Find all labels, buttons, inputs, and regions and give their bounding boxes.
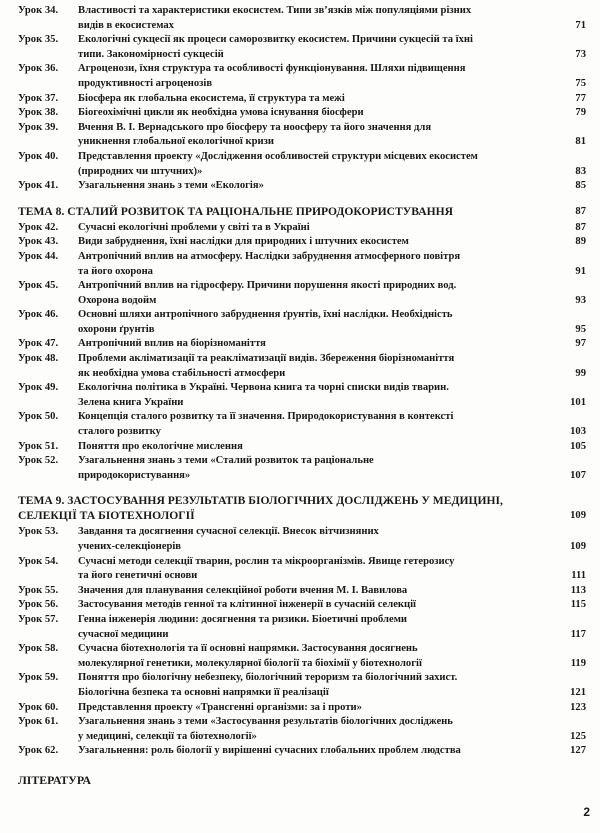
lesson-title xyxy=(78,584,556,599)
toc-entry xyxy=(18,337,586,352)
lesson-page-number: 83 xyxy=(575,165,586,177)
toc-entry xyxy=(18,642,586,671)
toc-entry xyxy=(18,235,586,250)
lesson-title-line: учених-селекціонерів xyxy=(78,541,181,552)
lesson-title-line: Антропічний вплив на атмосферу. Наслідки забруднення атмосферного повітря xyxy=(78,250,461,262)
lesson-title-line: Властивості та характеристики екосистем. Типи зв’язків між популяціями різних xyxy=(78,5,472,16)
lesson-title xyxy=(78,744,556,759)
topic-title-line: ТЕМА 9. ЗАСТОСУВАННЯ РЕЗУЛЬТАТІВ БІОЛОГІЧНИХ ДОСЛІДЖЕНЬ У МЕДИЦИНІ, xyxy=(18,494,503,508)
lesson-title-line: Біосфера як глобальна екосистема, її структура та межі xyxy=(78,92,345,104)
lesson-title-line: Вчення В. І. Вернадського про біосферу та ноосферу та його значення для xyxy=(78,121,432,133)
lesson-number: Урок 55. xyxy=(18,584,59,596)
lesson-number: Урок 38. xyxy=(18,107,59,119)
lesson-title-line: Узагальнення знань з теми «Сталий розвиток та раціональне xyxy=(78,455,374,467)
lesson-title xyxy=(78,613,556,642)
lesson-number: Урок 60. xyxy=(18,701,59,713)
lesson-title-line: Концепція сталого розвитку та її значення. Природокористування в контексті xyxy=(78,411,454,423)
toc-entry xyxy=(18,279,586,308)
lesson-title-line: Основні шляхи антропічного забруднення ґрунтів, їхні наслідки. Необхідність xyxy=(78,309,453,321)
lesson-page-number: 123 xyxy=(570,701,586,713)
lesson-title-line: Сучасні екологічні проблеми у світі та в Україні xyxy=(78,221,310,233)
lesson-title-line: Екологічні сукцесії як процеси саморозвитку екосистем. Причини сукцесій та їхні xyxy=(78,34,473,46)
lesson-page-number: 119 xyxy=(570,657,586,669)
toc-entry xyxy=(18,598,586,613)
topic-title-line: СЕЛЕКЦІЇ ТА БІОТЕХНОЛОГІЇ xyxy=(18,509,195,523)
lesson-number: Урок 42. xyxy=(18,221,59,233)
toc-entry xyxy=(18,121,586,150)
topic-heading xyxy=(18,204,586,219)
lesson-title xyxy=(78,410,556,439)
lesson-page-number: 73 xyxy=(575,48,586,60)
literature-heading: ЛІТЕРАТУРА xyxy=(18,772,92,787)
lesson-number: Урок 37. xyxy=(18,92,59,104)
lesson-page-number: 127 xyxy=(570,745,586,757)
toc-entry xyxy=(18,352,586,381)
lesson-page-number: 95 xyxy=(575,323,586,335)
lesson-title xyxy=(78,33,556,62)
lesson-title-line: Охорона водойм xyxy=(78,294,157,306)
lesson-number: Урок 44. xyxy=(18,250,59,262)
lesson-title-line: (природних чи штучних)» xyxy=(78,165,203,177)
lesson-title-line: Застосування методів генної та клітинної інженерії в сучасній селекції xyxy=(78,599,417,611)
lesson-page-number: 97 xyxy=(575,338,586,350)
toc-entry xyxy=(18,92,586,107)
lesson-title-line: Проблеми акліматизації та реакліматизації видів. Збереження біорізноманіття xyxy=(78,353,455,365)
lesson-number: Урок 45. xyxy=(18,280,59,292)
lesson-page-number: 75 xyxy=(575,77,586,89)
lesson-title-line: Види забруднення, їхні наслідки для природних і штучних екосистем xyxy=(78,236,409,248)
toc-entry xyxy=(18,179,586,194)
lesson-title xyxy=(78,150,556,179)
lesson-title-line: продуктивності агроценозів xyxy=(78,77,213,89)
lesson-title-line: Антропічний вплив на біорізноманіття xyxy=(78,338,266,350)
lesson-number: Урок 51. xyxy=(18,440,59,452)
lesson-page-number: 91 xyxy=(575,265,586,277)
toc-entry xyxy=(18,410,586,439)
toc-entry xyxy=(18,221,586,236)
lesson-title-line: Зелена книга України xyxy=(78,396,184,408)
toc-entry xyxy=(18,308,586,337)
lesson-title-line: Генна інженерія людини: досягнення та ризики. Біоетичні проблеми xyxy=(78,613,408,625)
lesson-title xyxy=(78,4,556,33)
lesson-page-number: 113 xyxy=(570,584,586,596)
lesson-number: Урок 53. xyxy=(18,526,59,538)
toc-entry xyxy=(18,62,586,91)
lesson-title-line: та його генетичні основи xyxy=(78,570,198,582)
toc-entry xyxy=(18,250,586,279)
lesson-page-number: 117 xyxy=(570,628,586,640)
topic-heading xyxy=(18,493,586,523)
toc-entry xyxy=(18,584,586,599)
toc-entry xyxy=(18,715,586,744)
lesson-title xyxy=(78,701,556,716)
lesson-title-line: Представлення проекту «Дослідження особливостей структури місцевих екосистем xyxy=(78,150,478,162)
lesson-number: Урок 59. xyxy=(18,672,59,684)
lesson-title-line: Поняття про екологічне мислення xyxy=(78,440,243,452)
lesson-number: Урок 52. xyxy=(18,455,59,467)
lesson-page-number: 103 xyxy=(570,426,586,438)
lesson-title-line: як необхідна умова стабільності атмосфери xyxy=(78,367,286,379)
lesson-number: Урок 41. xyxy=(18,180,59,192)
lesson-number: Урок 40. xyxy=(18,150,59,162)
lesson-title-line: типи. Закономірності сукцесій xyxy=(78,48,224,60)
lesson-page-number: 107 xyxy=(570,469,586,481)
lesson-page-number: 93 xyxy=(575,294,586,306)
lesson-title xyxy=(78,221,556,236)
lesson-title-line: Екологічна політика в Україні. Червона книга та чорні списки видів тварин. xyxy=(78,382,449,394)
topic-title-line: ТЕМА 8. СТАЛИЙ РОЗВИТОК ТА РАЦІОНАЛЬНЕ ПРИРОДОКОРИСТУВАННЯ xyxy=(18,204,454,218)
lesson-number: Урок 49. xyxy=(18,382,59,394)
lesson-title xyxy=(78,671,556,700)
lesson-page-number: 85 xyxy=(575,180,586,192)
lesson-number: Урок 57. xyxy=(18,613,59,625)
lesson-number: Урок 58. xyxy=(18,643,59,655)
lesson-title-line: Значення для планування селекційної роботи вчення М. І. Вавилова xyxy=(78,584,408,596)
lesson-title-line: Завдання та досягнення сучасної селекції. Внесок вітчизняних xyxy=(78,526,379,538)
lesson-page-number: 87 xyxy=(575,221,586,233)
lesson-title xyxy=(78,440,556,455)
lesson-number: Урок 36. xyxy=(18,63,59,75)
lesson-title xyxy=(78,555,556,584)
lesson-title-line: сталого розвитку xyxy=(78,426,161,438)
lesson-number: Урок 35. xyxy=(18,34,59,46)
page-number: 2 xyxy=(583,805,590,819)
lesson-page-number: 101 xyxy=(570,396,586,408)
toc-entry xyxy=(18,744,586,759)
lesson-title xyxy=(78,308,556,337)
toc-entry xyxy=(18,525,586,554)
lesson-title xyxy=(78,337,556,352)
lesson-number: Урок 61. xyxy=(18,716,59,728)
lesson-title xyxy=(78,121,556,150)
lesson-page-number: 115 xyxy=(570,599,586,611)
toc-entry xyxy=(18,555,586,584)
lesson-title-line: природокористування» xyxy=(78,469,191,481)
lesson-title-line: охорони ґрунтів xyxy=(78,323,155,335)
lesson-page-number: 77 xyxy=(575,92,586,104)
lesson-title-line: Поняття про біологічну небезпеку, біологічний тероризм та біологічний захист. xyxy=(78,672,458,684)
lesson-title xyxy=(78,715,556,744)
lesson-title-line: Сучасні методи селекції тварин, рослин та мікроорганізмів. Явище гетерозису xyxy=(78,555,455,567)
lesson-page-number: 81 xyxy=(575,136,586,148)
toc-entry xyxy=(18,150,586,179)
lesson-page-number: 99 xyxy=(575,367,586,379)
table-of-contents xyxy=(18,4,586,788)
lesson-title xyxy=(78,352,556,381)
lesson-number: Урок 50. xyxy=(18,411,59,423)
lesson-page-number: 125 xyxy=(570,730,586,742)
lesson-title-line: молекулярної генетики, молекулярної біології та біохімії у біотехнології xyxy=(78,657,422,669)
lesson-title-line: Агроценози, їхня структура та особливості функціонування. Шляхи підвищення xyxy=(78,63,466,75)
toc-entry xyxy=(18,381,586,410)
lesson-title xyxy=(78,598,556,613)
lesson-title-line: Узагальнення знань з теми «Екологія» xyxy=(78,180,264,192)
lesson-title-line: Біогеохімічні цикли як необхідна умова існування біосфери xyxy=(78,107,364,119)
toc-entry xyxy=(18,671,586,700)
lesson-title-line: Біологічна безпека та основні напрямки її реалізації xyxy=(78,686,329,698)
lesson-page-number: 79 xyxy=(575,107,586,119)
lesson-title xyxy=(78,279,556,308)
lesson-title-line: уникнення глобальної екологічної кризи xyxy=(78,136,274,148)
toc-entry xyxy=(18,613,586,642)
lesson-page-number: 71 xyxy=(575,19,586,31)
lesson-number: Урок 43. xyxy=(18,236,59,248)
toc-entry xyxy=(18,454,586,483)
lesson-title-line: Антропічний вплив на гідросферу. Причини порушення якості природних вод. xyxy=(78,280,457,292)
toc-entry xyxy=(18,33,586,62)
lesson-number: Урок 39. xyxy=(18,121,59,133)
lesson-page-number: 105 xyxy=(570,440,586,452)
toc-entry xyxy=(18,440,586,455)
lesson-page-number: 109 xyxy=(570,541,586,552)
lesson-number: Урок 46. xyxy=(18,309,59,321)
lesson-title-line: Узагальнення знань з теми «Застосування результатів біологічних досліджень xyxy=(78,716,453,728)
lesson-number: Урок 54. xyxy=(18,555,59,567)
lesson-title xyxy=(78,381,556,410)
lesson-title-line: у медицині, селекції та біотехнології» xyxy=(78,730,257,742)
lesson-number: Урок 47. xyxy=(18,338,59,350)
lesson-number: Урок 34. xyxy=(18,5,59,16)
lesson-title-line: та його охорона xyxy=(78,265,153,277)
lesson-title xyxy=(78,106,556,121)
lesson-title xyxy=(78,62,556,91)
lesson-number: Урок 62. xyxy=(18,745,59,757)
lesson-title xyxy=(78,179,556,194)
toc-entry xyxy=(18,106,586,121)
lesson-title-line: видів в екосистемах xyxy=(78,19,174,31)
lesson-title-line: Сучасна біотехнологія та її основні напрямки. Застосування досягнень xyxy=(78,643,418,655)
lesson-title-line: Представлення проекту «Трансгенні організми: за і проти» xyxy=(78,701,362,713)
lesson-title xyxy=(78,235,556,250)
lesson-number: Урок 48. xyxy=(18,353,59,365)
lesson-title xyxy=(78,92,556,107)
lesson-number: Урок 56. xyxy=(18,599,59,611)
toc-entry xyxy=(18,4,586,33)
lesson-page-number: 111 xyxy=(571,570,586,582)
lesson-page-number: 121 xyxy=(570,686,586,698)
lesson-title xyxy=(78,642,556,671)
topic-page-number: 87 xyxy=(575,205,586,217)
topic-page-number: 109 xyxy=(570,510,586,522)
lesson-title-line: Узагальнення: роль біології у вирішенні сучасних глобальних проблем людства xyxy=(78,745,461,757)
lesson-title xyxy=(78,250,556,279)
lesson-title xyxy=(78,454,556,483)
lesson-title-line: сучасної медицини xyxy=(78,628,169,640)
lesson-title xyxy=(78,525,556,554)
lesson-page-number: 89 xyxy=(575,236,586,248)
toc-entry xyxy=(18,701,586,716)
